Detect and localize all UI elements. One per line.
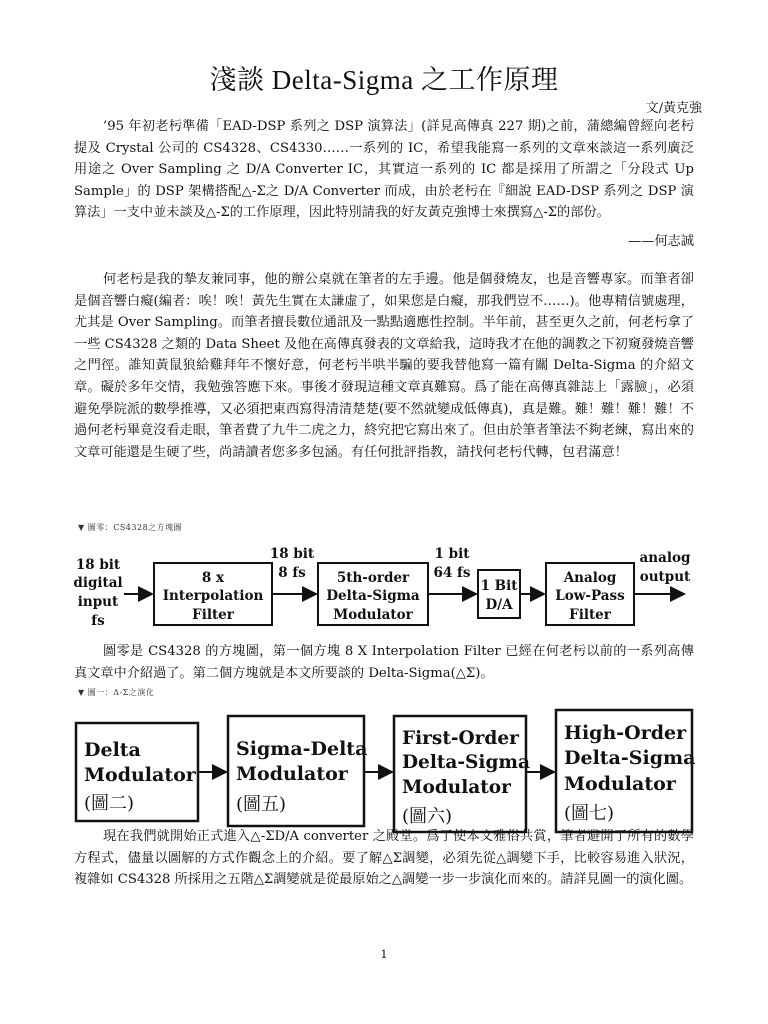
block2-line: Delta-Sigma (326, 588, 420, 604)
stage3-ref: (圖六) (402, 806, 453, 827)
output-label-line: output (639, 569, 691, 585)
block1-line: 8 x (201, 570, 225, 586)
page-number: 1 (380, 948, 388, 961)
figure1-caption: ▼ 圖一：Δ-Σ之演化 (78, 688, 155, 697)
page-title: 淺談 Delta-Sigma 之工作原理 (209, 65, 559, 95)
stage2-line: Modulator (236, 763, 348, 785)
stage4-line: Delta-Sigma (564, 747, 696, 769)
author-line: 文/黃克強 (645, 101, 702, 116)
interpolation-filter-block (154, 563, 272, 625)
signal2-line: 1 bit (434, 546, 470, 562)
block2-line: Modulator (333, 607, 413, 623)
one-bit-da-block (478, 570, 520, 618)
stage3-line: Delta-Sigma (402, 752, 530, 773)
block4-line: Analog (563, 570, 617, 586)
block3-line: D/A (485, 597, 513, 613)
input-label-line: 18 bit (75, 557, 121, 573)
signal1-line: 8 fs (278, 565, 306, 581)
stage2-ref: (圖五) (236, 794, 287, 815)
input-label-line: input (77, 594, 119, 610)
stage4-line: Modulator (564, 773, 676, 795)
closing-paragraph: 現在我們就開始正式進入△-ΣD/A converter 之殿堂。爲了使本文雅俗共賞，筆者避開了所有的數學方程式，儘量以圖解的方式作觀念上的介紹。要了解△Σ調變，必須先從△調變下手，比較容易進入狀況，複雜如 CS4328 所採用之五階△Σ調變就是從最原始之△調變一步一步演化而來的。請詳見圖一的演化圖。 (74, 829, 694, 888)
delta-modulator-box (76, 723, 198, 821)
delta-sigma-modulator-block (318, 563, 428, 625)
input-label-line: digital (73, 575, 123, 591)
stage2-line: Sigma-Delta (236, 738, 368, 760)
stage1-line: Delta (84, 739, 141, 761)
stage4-ref: (圖七) (564, 803, 615, 824)
input-label (73, 557, 122, 629)
signal2-line: 64 fs (433, 565, 471, 581)
stage3-line: Modulator (402, 777, 511, 798)
stage1-line: Modulator (84, 764, 196, 786)
block2-line: 5th-order (336, 570, 410, 586)
input-label-line: fs (91, 613, 105, 629)
intro-paragraph: ’95 年初老杇準備「EAD-DSP 系列之 DSP 演算法」(詳見高傳真 227 期)之前，蒲總編曾經向老杇提及 Crystal 公司的 CS4328、CS4330……一系列的 IC，希望我能寫一系列的文章來談這一系列廣泛用途之 Over Sampling 之 D/A Converter IC，其實這一系列的 IC 都是採用了所謂之「分段式 Up Sample」的 DSP 架構搭配△-Σ之 D/A Converter 而成，由於老杇在『細說 EAD-DSP 系列之 DSP 演算法」一支中並未談及△-Σ的工作原理，因此特別請我的好友黃克強博士來撰寫△-Σ的部份。 (74, 119, 694, 221)
block4-line: Low-Pass (555, 588, 625, 604)
stage3-line: First-Order (402, 728, 519, 749)
first-order-modulator-box (394, 716, 526, 832)
stage4-line: High-Order (564, 722, 687, 744)
high-order-modulator-box (556, 710, 692, 832)
block3-line: 1 Bit (480, 578, 518, 594)
low-pass-filter-block (546, 563, 634, 625)
stage1-ref: (圖二) (84, 793, 135, 814)
figure0-caption: ▼ 圖零：CS4328之方塊圖 (78, 523, 183, 532)
signal1-line: 18 bit (269, 546, 315, 562)
body-paragraph: 何老杇是我的摯友兼同事，他的辦公桌就在筆者的左手邊。他是個發燒友，也是音響專家。而筆者卻是個音響白癡(編者：唉！唉！黃先生實在太謙虛了，如果您是白癡，那我們豈不……)。他專精信號處理，尤其是 Over Sampling。而筆者擅長數位通訊及一點點適應性控制。半年前，甚至更久之前，何老杇拿了一些 CS4328 之類的 Data Sheet 及他在高傳真發表的文章給我，這時我才在他的調教之下初窺發燒音響之門徑。誰知黃鼠狼給雞拜年不懷好意，何老杇半哄半騙的要我替他寫一篇有關 Delta-Sigma 的介紹文章。礙於多年交情，我勉強答應下來。事後才發現這種文章真難寫。爲了能在高傳真雜誌上「露臉」，必須避免學院派的數學推導，又必須把東西寫得清清楚楚(要不然就變成低傳真)，真是難。難！難！難！難！不過何老杇畢竟沒看走眼，筆者費了九牛二虎之力，終究把它寫出來了。但由於筆者筆法不夠老練，寫出來的文章可能還是生硬了些，尚請讀者您多多包涵。有任何批評指教，請找何老杇代轉，包君滿意！ (74, 272, 694, 460)
block1-line: Filter (192, 607, 234, 623)
output-label-line: analog (639, 550, 691, 566)
figure0-description: 圖零是 CS4328 的方塊圖，第一個方塊 8 X Interpolation Filter 已經在何老杇以前的一系列高傳真文章中介紹過了。第二個方塊就是本文所要談的 Delta-Sigma(△Σ)。 (74, 644, 694, 681)
intro-signature: ——何志誠 (628, 234, 694, 249)
sigma-delta-modulator-box (228, 716, 364, 826)
block1-line: Interpolation (162, 588, 264, 604)
block4-line: Filter (569, 607, 611, 623)
